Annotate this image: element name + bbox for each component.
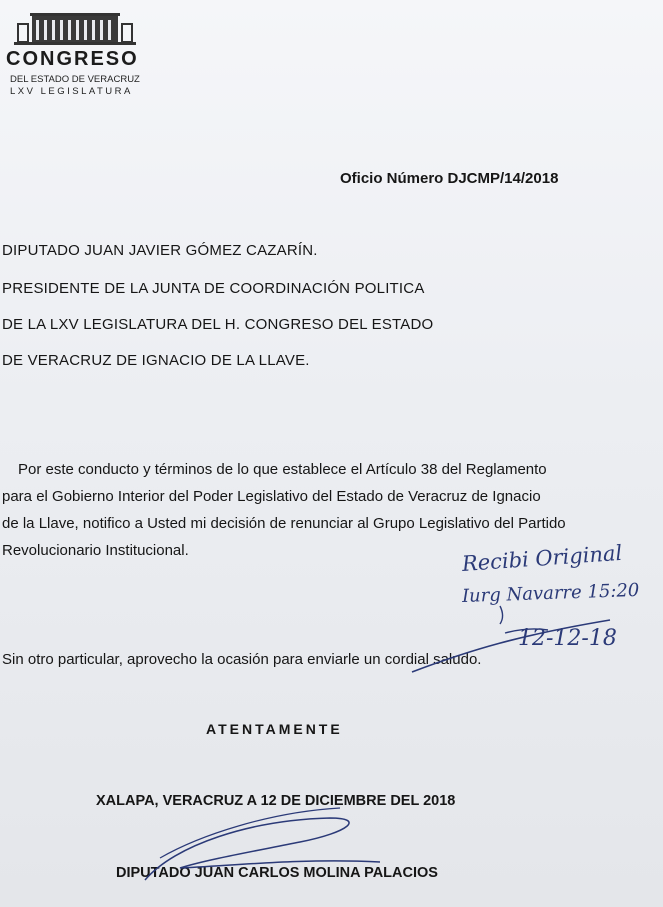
handwritten-date: 12-12-18 (518, 626, 617, 651)
salutation: ATENTAMENTE (206, 721, 343, 737)
recipient-line: PRESIDENTE DE LA JUNTA DE COORDINACIÓN POLITICA (2, 280, 425, 297)
body-line: Por este conducto y términos de lo que establece el Artículo 38 del Reglamento (18, 461, 547, 478)
closing-line: Sin otro particular, aprovecho la ocasión para enviarle un cordial saludo. (2, 651, 482, 668)
logo-subtitle: DEL ESTADO DE VERACRUZ (10, 74, 140, 85)
body-line: Revolucionario Institucional. (2, 542, 189, 559)
logo-name: CONGRESO (6, 48, 139, 70)
office-number: Oficio Número DJCMP/14/2018 (340, 170, 559, 187)
place-date: XALAPA, VERACRUZ A 12 DE DICIEMBRE DEL 2018 (96, 793, 456, 809)
signatory-name: DIPUTADO JUAN CARLOS MOLINA PALACIOS (116, 865, 438, 881)
recipient-line: DE VERACRUZ DE IGNACIO DE LA LLAVE. (2, 352, 310, 369)
handwritten-receiver: Iurg Navarre 15:20 (461, 579, 640, 607)
recipient-line: DE LA LXV LEGISLATURA DEL H. CONGRESO DEL ESTADO (2, 316, 434, 333)
handwritten-received: Recibi Original (461, 540, 623, 576)
body-line: de la Llave, notifico a Usted mi decisión de renunciar al Grupo Legislativo del Partido (2, 515, 566, 532)
recipient-line: DIPUTADO JUAN JAVIER GÓMEZ CAZARÍN. (2, 242, 318, 259)
body-line: para el Gobierno Interior del Poder Legislativo del Estado de Veracruz de Ignacio (2, 488, 541, 505)
logo-legislature: LXV LEGISLATURA (10, 86, 133, 97)
